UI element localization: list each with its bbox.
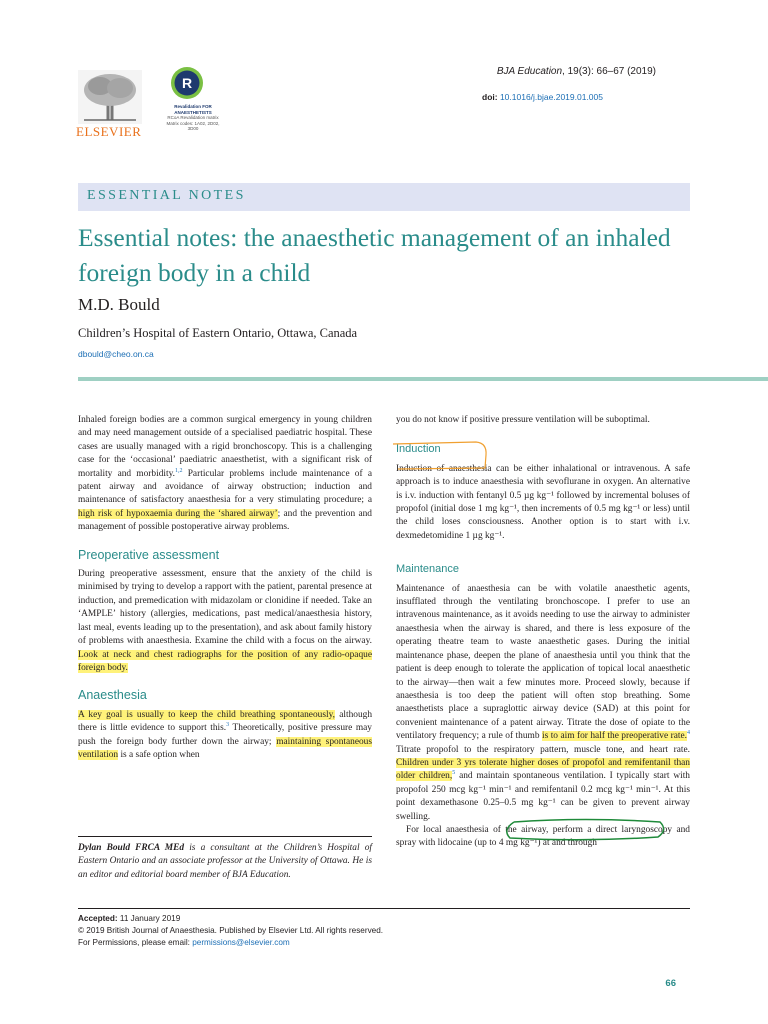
bio-name: Dylan Bould FRCA MEd — [78, 843, 185, 853]
maintenance-paragraph: Maintenance of anaesthesia can be with volatile anaesthetic agents, insufflated through the ventilating bronchoscope. I prefer to use an intravenous maintenance, as it avoids needing to use the airway to administer anaesthesia when the airway is shared, and there is less exposure of the operating theatre team to waste anaesthetic gases. During the initial maintenance phase, deepen the plane of anaesthesia until you think that the patient is deep enough to tolerate the application of topical local anaesthetic to the airway—then wait a few minutes more. Proceed slowly, because if anaesthesia is too deep the patient will often stop breathing. Some anaesthetists place a supraglottic airway device (SAD) at this point for convenient maintenance of a patent airway. Titrate the dose of opiate to the ventilatory frequency; a rule of thumb is to aim for half the preoperative rate.$^4$ Titrate propofol to the respiratory pattern, muscle tone, and heart rate. Children under 3 yrs tolerate higher doses of propofol and remifentanil than older children,$^5$ and maintain spontaneous ventilation. I typically start with propofol 250 mcg kg⁻¹ min⁻¹ and remifentanil 0.2 mcg kg⁻¹ min⁻¹. At this point dexamethasone 0.25–0.5 mg kg⁻¹ can be given to prevent airway swelling. — [396, 583, 691, 822]
annotation-circle-dexamethasone — [500, 818, 670, 842]
ref-link-4[interactable]: 4 — [687, 730, 691, 736]
journal-ref: , 19(3): 66–67 (2019) — [562, 66, 656, 77]
heading-maintenance: Maintenance — [396, 563, 459, 576]
journal-name: BJA Education — [496, 66, 563, 77]
local-anaesthesia-paragraph: For local anaesthesia of the airway, perform a direct laryngoscopy and spray with lidocaine (up to 4 mg kg⁻¹) at and through — [396, 824, 690, 849]
footer-divider — [78, 908, 690, 909]
highlight-hypoxaemia: high risk of hypoxaemia during the ‘shared airway’ — [78, 508, 278, 519]
doi-label: doi: — [482, 92, 498, 102]
author-email-link[interactable]: dbould@cheo.on.ca — [78, 349, 154, 359]
accepted-line: Accepted: 11 January 2019 — [78, 914, 181, 923]
doi-line — [482, 92, 603, 102]
doi-link[interactable]: 10.1016/j.bjae.2019.01.005 — [499, 92, 603, 102]
revalidation-badge-icon — [170, 66, 204, 100]
author-bio: Dylan Bould FRCA MEd is a consultant at the Children’s Hospital of Eastern Ontario and an associate professor at the University of Ottawa. He is an editor and editorial board member of BJA Education. — [78, 843, 372, 880]
page-number: 66 — [665, 978, 676, 989]
author-affiliation: Children’s Hospital of Eastern Ontario, Ottawa, Canada — [78, 326, 358, 340]
induction-paragraph: Induction of anaesthesia can be either inhalational or intravenous. A safe approach is to induce anaesthesia with sevoflurane in oxygen. An alternative is i.v. induction with fentanyl 0.5 µg kg⁻¹ followed by incremental boluses of propofol (initial dose 1 mg kg⁻¹, then increments of 0.5 mg kg⁻¹ or less) until the child loses consciousness. Another option is to start with i.v. dexmedetomidine 1 µg kg⁻¹. — [396, 463, 690, 541]
section-band-label: ESSENTIAL NOTES — [87, 188, 246, 203]
revalidation-caption: Revalidation FOR ANAESTHETISTS RCoA Revalidation matrix Matrix codes: 1A02, 2D02, 3D00 — [166, 104, 220, 131]
heading-induction: Induction — [396, 443, 441, 456]
preop-paragraph: During preoperative assessment, ensure that the anxiety of the child is minimised by trying to develop a rapport with the patient, parental presence at induction, and premedication with midazolam or clonidine if needed. Take an ‘AMPLE’ history (allergies, medications, past medical/anaesthesia history, last meal, events leading up to the presentation), and ask about family history of problems with anaesthesia. Examine the child with a focus on the airway. Look at neck and chest radiographs for the position of any radio-opaque foreign body. — [78, 569, 372, 673]
ref-link-1-2[interactable]: 1,2 — [175, 467, 183, 474]
highlight-preoperative-rate: is to aim for half the preoperative rate. — [541, 731, 688, 742]
header-divider — [78, 377, 768, 381]
badge-letter: R — [181, 75, 193, 91]
anaesthesia-paragraph: A key goal is usually to keep the child breathing spontaneously, although there is little evidence to support this.$^3$ Theoretically, positive pressure may push the foreign body further down the airway; maintaining spontaneous ventilation is a safe option when — [78, 709, 373, 760]
permissions-email-link[interactable]: permissions@elsevier.com — [192, 938, 290, 947]
heading-preoperative: Preoperative assessment — [78, 547, 220, 562]
article-title: Essential notes: the anaesthetic management of an inhaled foreign body in a child — [78, 223, 671, 287]
annotation-box-induction — [390, 441, 490, 471]
permissions-line: For Permissions, please email: permissions@elsevier.com — [78, 938, 290, 947]
footer — [78, 913, 383, 949]
highlight-spontaneous-ventilation: maintaining spontaneous ventilation — [78, 736, 373, 760]
elsevier-wordmark: ELSEVIER — [76, 124, 142, 139]
highlight-children-under-3: Children under 3 yrs tolerate higher doses of propofol and remifentanil than older children, — [396, 757, 690, 782]
journal-citation — [497, 66, 656, 77]
continuation-text: you do not know if positive pressure ventilation will be suboptimal. — [396, 415, 650, 425]
author-name: M.D. Bould — [78, 295, 160, 314]
heading-anaesthesia: Anaesthesia — [78, 688, 147, 703]
right-column — [396, 414, 690, 851]
ref-link-5[interactable]: 5 — [452, 770, 456, 777]
copyright-line: © 2019 British Journal of Anaesthesia. Published by Elsevier Ltd. All rights reserved. — [78, 926, 384, 935]
ref-link-3[interactable]: 3 — [226, 722, 230, 728]
highlight-key-goal: A key goal is usually to keep the child breathing spontaneously, — [78, 709, 336, 720]
bio-divider — [78, 836, 372, 837]
left-column — [78, 414, 372, 762]
intro-paragraph: Inhaled foreign bodies are a common surgical emergency in young children and may need management outside of a specialised paediatric hospital. These cases are usually managed with a rigid bronchoscopy. This is a challenging case for the ‘occasional’ paediatric anaesthetist, with a significant risk of mortality and morbidity.$^{1,2}$ Particular problems include maintenance of a patent airway and avoidance of airway obstruction; induction and maintenance of satisfactory anaesthesia for a very stimulating procedure; a high risk of hypoxaemia during the ‘shared airway’; and the prevention and management of possible postoperative airway problems. — [78, 415, 372, 533]
highlight-radiographs: Look at neck and chest radiographs for the position of any radio-opaque foreign body. — [78, 649, 372, 673]
